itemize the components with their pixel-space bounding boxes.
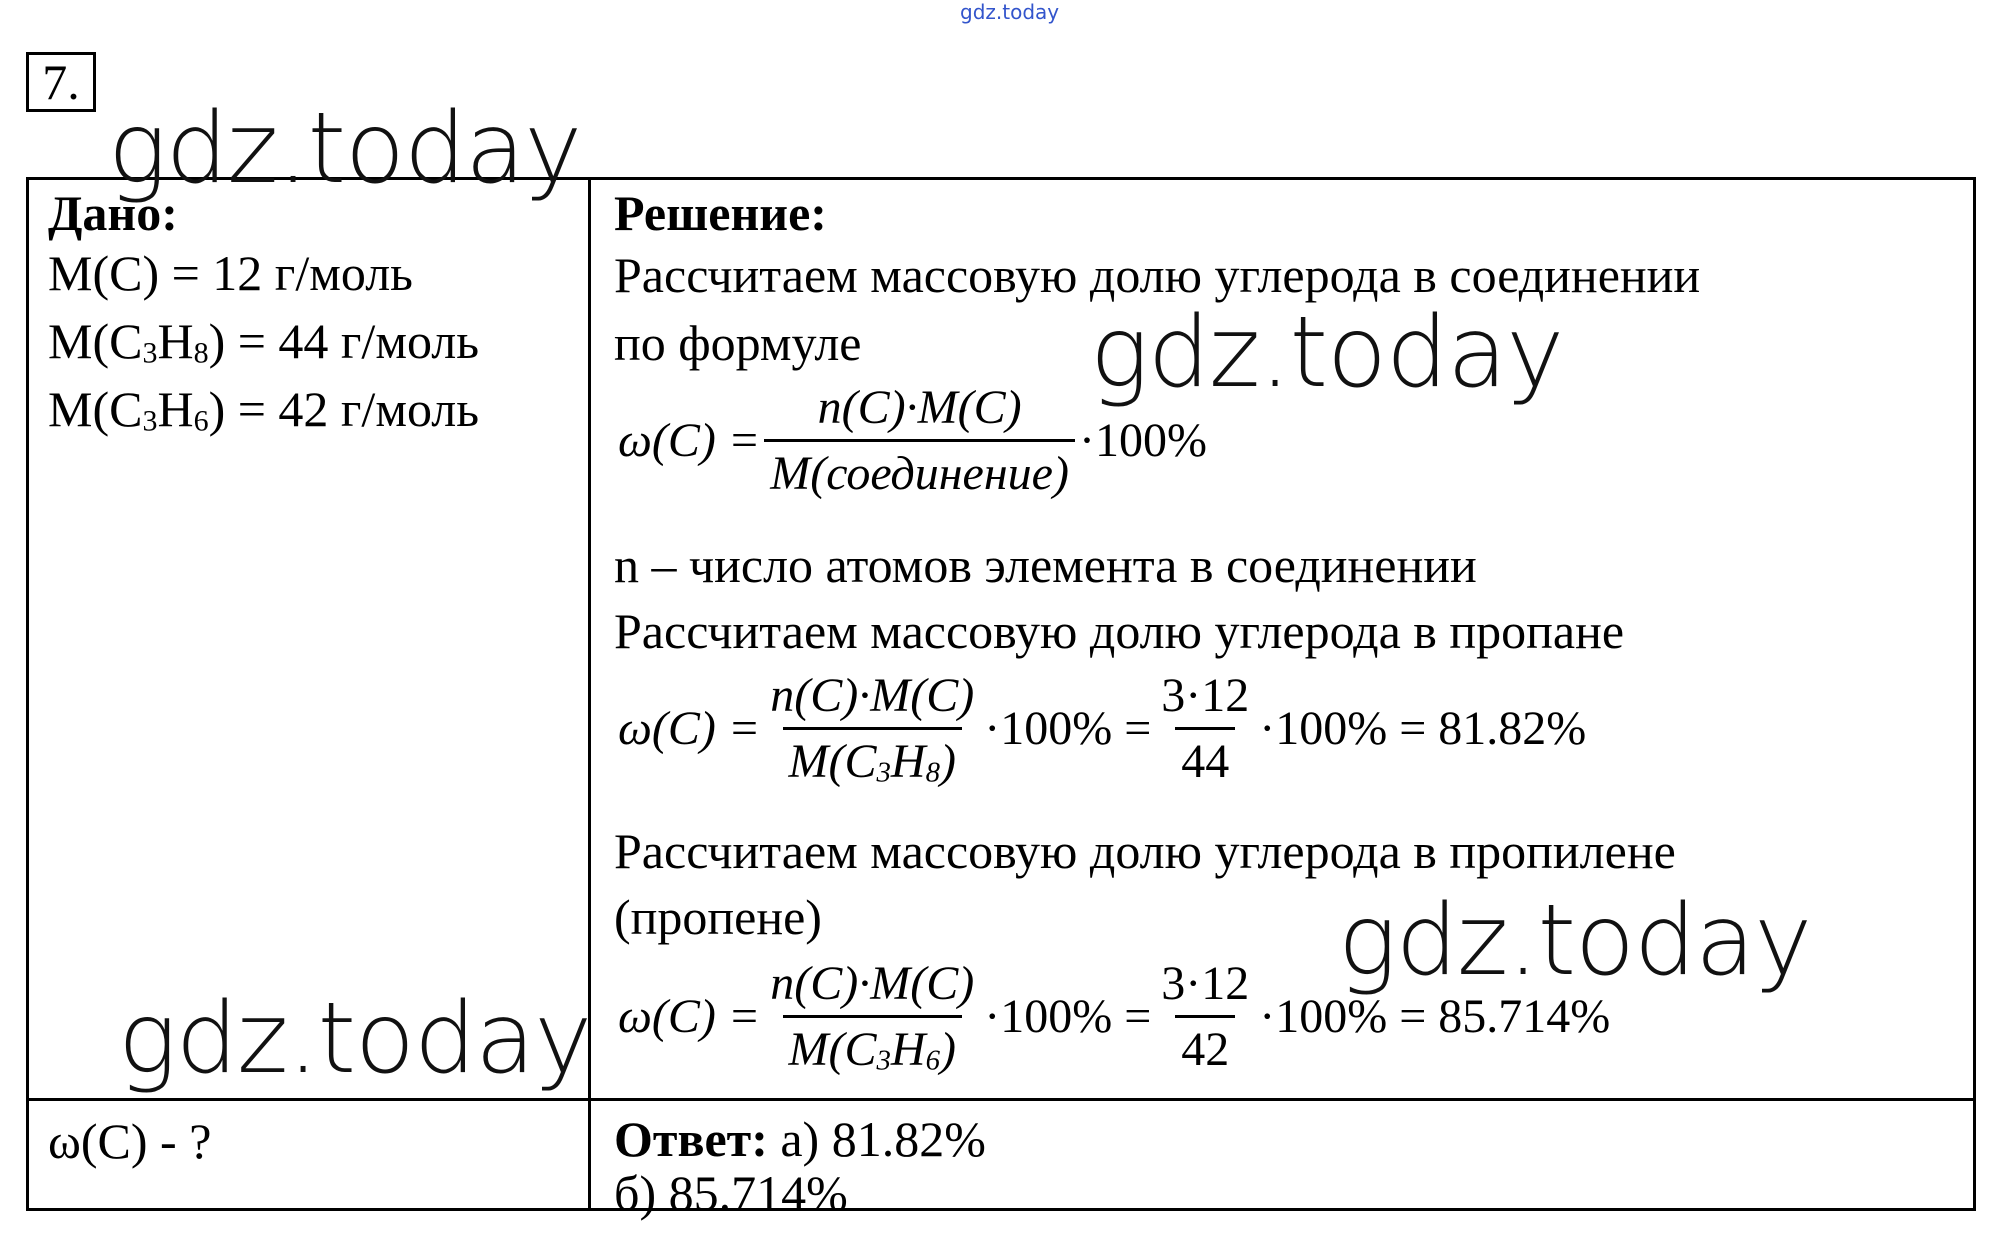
solution-paragraph-3-line-2: (пропене): [614, 889, 822, 945]
watermark-4: gdz.today: [118, 982, 592, 1096]
solution-paragraph-3-line-1: Рассчитаем массовую долю углерода в пропилене: [614, 823, 1676, 879]
given-line-3: $M(C_3H_6) = 42$ г/моль: [48, 381, 480, 438]
given-heading: Дано:: [48, 185, 178, 241]
given-line-2: $M(C_3H_8) = 44$ г/моль: [48, 313, 480, 370]
formula-general: ω(C) = $\frac{n(C)\cdot M(C)}{\text{M(соединение)}}$ ·100%: [618, 381, 1207, 501]
formula-propane: ω(C) = $\frac{n(C)\cdot M(C)}{M(C_3H_8)}$ ·100% = $\frac{3\cdot 12}{44}$ ·100% = 81.82%: [618, 669, 1587, 789]
answer-line-2: б) 85.714%: [614, 1165, 848, 1221]
given-line-1: M(C) = 12 г/моль: [48, 245, 413, 301]
watermark-top: gdz.today: [960, 0, 1060, 24]
table-divider-horizontal: [26, 1098, 1976, 1101]
formula-propene: ω(C) = $\frac{n(C)\cdot M(C)}{M(C_3H_6)}$ ·100% = $\frac{3\cdot 12}{42}$ ·100% = 85.714%: [618, 957, 1611, 1077]
solution-paragraph-2: Рассчитаем массовую долю углерода в пропане: [614, 603, 1625, 659]
solution-paragraph-1-line-2: по формуле: [614, 315, 862, 371]
solution-heading: Решение:: [614, 185, 827, 241]
find-question: ω(C) - ?: [48, 1113, 212, 1169]
watermark-3: gdz.today: [1338, 884, 1812, 998]
answer-line-1: Ответ: а) 81.82%: [614, 1111, 986, 1167]
problem-number: 7.: [26, 52, 96, 112]
solution-paragraph-1-line-1: Рассчитаем массовую долю углерода в соединении: [614, 247, 1701, 303]
watermark-2: gdz.today: [1090, 296, 1564, 410]
watermark-1: gdz.today: [108, 92, 582, 206]
note-n-definition: n – число атомов элемента в соединении: [614, 537, 1477, 593]
